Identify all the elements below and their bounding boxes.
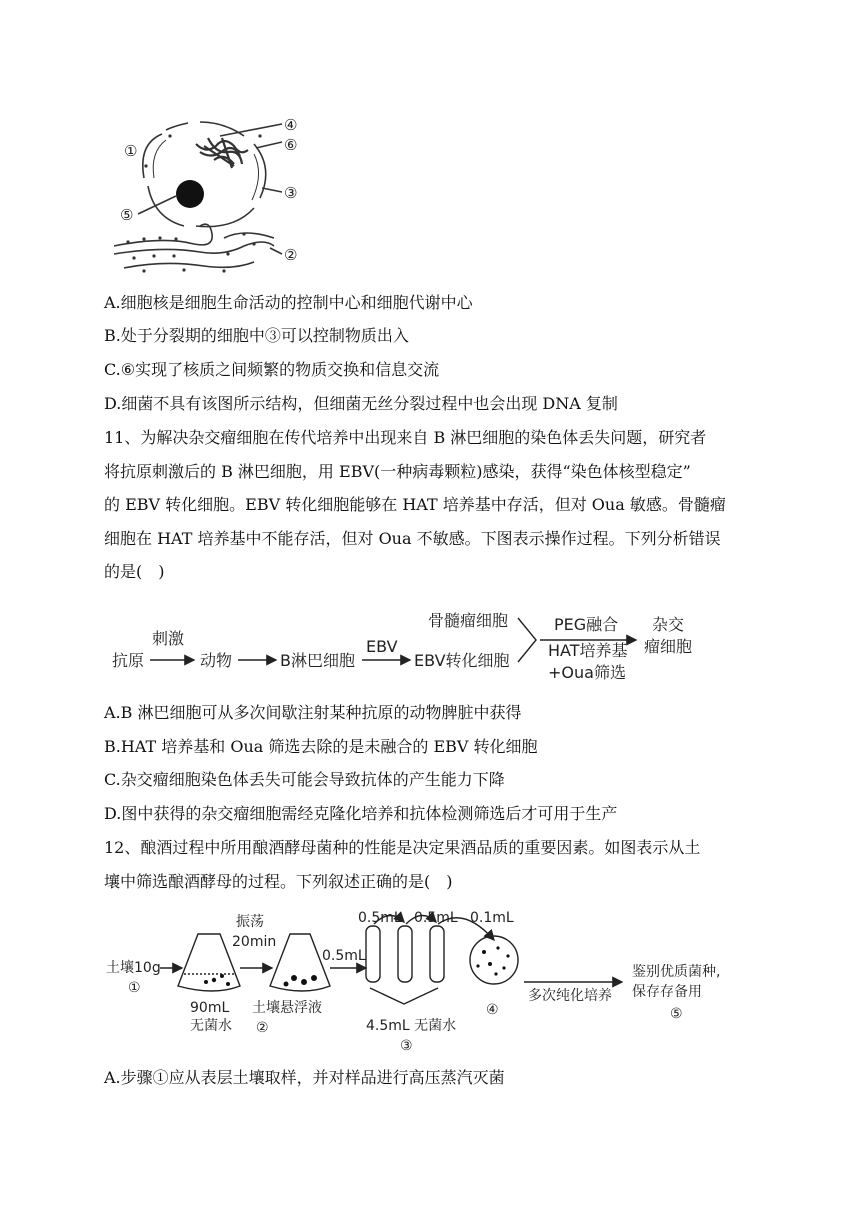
flow-stimulate: 刺激 bbox=[152, 629, 185, 648]
q11-stem-line: 的是( ) bbox=[104, 562, 165, 581]
q12-identify-2: 保存存备用 bbox=[632, 984, 702, 1000]
q12-v05a: 0.5mL bbox=[322, 948, 366, 964]
label-5: ⑤ bbox=[120, 206, 134, 224]
q10-option-a: A.细胞核是细胞生命活动的控制中心和细胞代谢中心 bbox=[104, 293, 473, 312]
q12-water90: 90mL bbox=[190, 1000, 230, 1016]
q11-stem-line: 11、为解决杂交瘤细胞在传代培养中出现来自 B 淋巴细胞的染色体丢失问题，研究者 bbox=[104, 428, 707, 447]
q12-purify: 多次纯化培养 bbox=[528, 988, 612, 1004]
q10-option-d: D.细菌不具有该图所示结构，但细菌无丝分裂过程中也会出现 DNA 复制 bbox=[104, 394, 618, 413]
q11-stem-line: 的 EBV 转化细胞。EBV 转化细胞能够在 HAT 培养基中存活，但对 Oua 敏感。骨髓瘤 bbox=[104, 495, 726, 514]
q12-stem-line: 12、酿酒过程中所用酿酒酵母菌种的性能是决定果酒品质的重要因素。如图表示从土 bbox=[104, 838, 701, 857]
label-2: ② bbox=[284, 246, 298, 264]
label-6: ⑥ bbox=[284, 136, 298, 154]
q11-option-c: C.杂交瘤细胞染色体丢失可能会导致抗体的产生能力下降 bbox=[104, 770, 505, 789]
q12-n3: ③ bbox=[400, 1038, 413, 1054]
q12-n1: ① bbox=[128, 980, 141, 996]
q11-stem bbox=[104, 421, 754, 589]
label-1: ① bbox=[124, 142, 138, 160]
flow-myeloma: 骨髓瘤细胞 bbox=[428, 611, 509, 630]
q12-n2: ② bbox=[256, 1020, 269, 1036]
nucleolus bbox=[176, 180, 204, 208]
q12-tube-water: 4.5mL 无菌水 bbox=[366, 1018, 457, 1034]
q12-stem bbox=[104, 831, 754, 898]
flow-hybrid-2: 瘤细胞 bbox=[644, 637, 693, 656]
label-3: ③ bbox=[284, 184, 298, 202]
flow-hat: HAT培养基 bbox=[548, 641, 628, 660]
q12-soil: 土壤10g bbox=[106, 960, 161, 976]
q11-option-a: A.B 淋巴细胞可从多次间歇注射某种抗原的动物脾脏中获得 bbox=[104, 703, 522, 722]
flow-ebv: EBV bbox=[366, 637, 398, 656]
flow-animal: 动物 bbox=[200, 651, 233, 670]
q11-stem-line: 将抗原刺激后的 B 淋巴细胞，用 EBV(一种病毒颗粒)感染，获得“染色体核型稳定” bbox=[104, 461, 691, 481]
flow-b-cell: B淋巴细胞 bbox=[280, 651, 355, 670]
flow-ebv-cell: EBV转化细胞 bbox=[414, 651, 510, 670]
q11-option-d: D.图中获得的杂交瘤细胞需经克隆化培养和抗体检测筛选后才可用于生产 bbox=[104, 804, 618, 823]
q11-option-b: B.HAT 培养基和 Oua 筛选去除的是未融合的 EBV 转化细胞 bbox=[104, 737, 538, 756]
q12-option-a: A.步骤①应从表层土壤取样，并对样品进行高压蒸汽灭菌 bbox=[104, 1068, 505, 1087]
q12-sterile-water: 无菌水 bbox=[190, 1018, 232, 1034]
q12-v01: 0.1mL bbox=[470, 910, 514, 926]
q11-stem-line: 细胞在 HAT 培养基中不能存活，但对 Oua 不敏感。下图表示操作过程。下列分析错误 bbox=[104, 528, 721, 548]
q11-flow-diagram bbox=[104, 600, 714, 690]
q10-option-c: C.⑥实现了核质之间频繁的物质交换和信息交流 bbox=[104, 360, 440, 379]
flow-peg: PEG融合 bbox=[554, 615, 619, 634]
label-4: ④ bbox=[284, 116, 298, 134]
flow-antigen: 抗原 bbox=[112, 651, 145, 670]
q12-identify-1: 鉴别优质菌种, bbox=[632, 964, 721, 980]
q12-n5: ⑤ bbox=[670, 1006, 683, 1022]
q12-v05b: 0.5mL bbox=[358, 910, 402, 926]
q12-v05c: 0.5mL bbox=[414, 910, 458, 926]
q12-n4: ④ bbox=[486, 1002, 499, 1018]
q12-shake: 振荡 bbox=[236, 914, 264, 930]
q12-flow-diagram bbox=[104, 904, 724, 1054]
flow-hybrid-1: 杂交 bbox=[652, 615, 685, 634]
q12-time: 20min bbox=[232, 934, 277, 950]
flow-oua: +Oua筛选 bbox=[548, 663, 626, 682]
q12-suspension: 土壤悬浮液 bbox=[252, 1000, 322, 1016]
q12-stem-line: 壤中筛选酿酒酵母的过程。下列叙述正确的是( ) bbox=[104, 871, 453, 891]
cell-nucleus-figure bbox=[104, 108, 314, 278]
q10-option-b: B.处于分裂期的细胞中③可以控制物质出入 bbox=[104, 326, 409, 345]
